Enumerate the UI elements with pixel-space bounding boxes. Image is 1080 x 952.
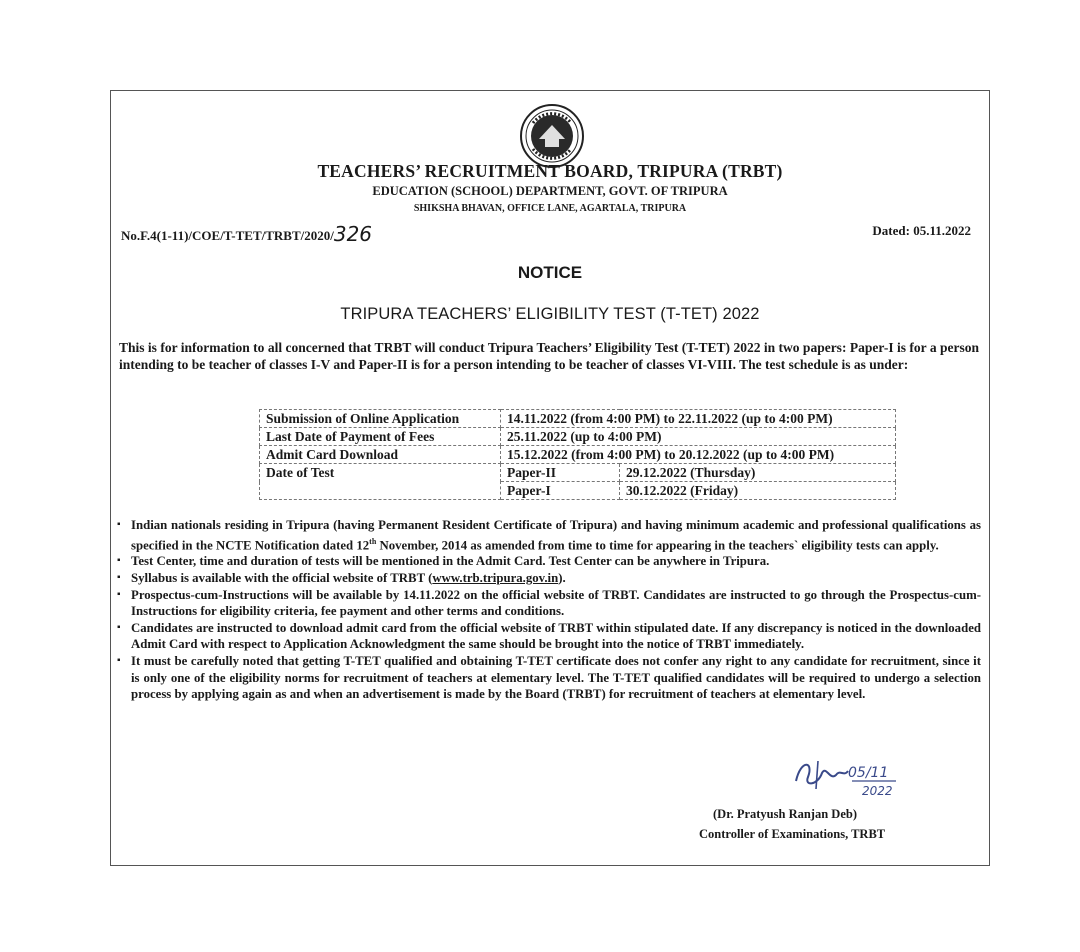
list-item-text: November, 2014 as amended from time to time for appearing in the teachers` eligibility tests can apply. xyxy=(376,537,939,552)
schedule-value: 14.11.2022 (from 4:00 PM) to 22.11.2022 (up to 4:00 PM) xyxy=(501,410,896,428)
department-name: EDUCATION (SCHOOL) DEPARTMENT, GOVT. OF TRIPURA xyxy=(372,184,728,198)
schedule-label: Admit Card Download xyxy=(260,446,501,464)
paper-name: Paper-II xyxy=(501,464,620,482)
list-item-text: Prospectus-cum-Instructions will be available by 14.11.2022 on the official website of TRBT. Candidates are instructed to go through the Prospectus-cum-Instructions for eligibility criteria, fee payment and other terms and conditions. xyxy=(131,587,981,619)
list-item-text: Syllabus is available with the official website of TRBT ( xyxy=(131,571,433,586)
instructions-list xyxy=(117,517,981,703)
table-row xyxy=(260,464,896,482)
schedule-value: 25.11.2022 (up to 4:00 PM) xyxy=(501,428,896,446)
schedule-value: 15.12.2022 (from 4:00 PM) to 20.12.2022 (up to 4:00 PM) xyxy=(501,446,896,464)
list-item xyxy=(117,570,981,587)
superscript: th xyxy=(369,536,377,546)
list-item xyxy=(117,587,981,620)
list-item-text: Test Center, time and duration of tests will be mentioned in the Admit Card. Test Center can be anywhere in Tripura. xyxy=(131,554,770,569)
svg-text:05/11: 05/11 xyxy=(848,765,889,781)
board-name: TEACHERS’ RECRUITMENT BOARD, TRIPURA (TRBT) xyxy=(317,161,783,181)
handwritten-signature xyxy=(756,751,906,811)
list-item-text: ). xyxy=(558,571,566,586)
signatory-designation: Controller of Examinations, TRBT xyxy=(699,827,886,841)
schedule-label: Submission of Online Application xyxy=(260,410,501,428)
office-address: SHIKSHA BHAVAN, OFFICE LANE, AGARTALA, TRIPURA xyxy=(413,203,687,214)
notice-document xyxy=(110,90,990,866)
date-of-test-label: Date of Test xyxy=(260,464,501,500)
table-row xyxy=(260,410,896,428)
svg-text:2022: 2022 xyxy=(862,784,893,798)
signatory-name: (Dr. Pratyush Ranjan Deb) xyxy=(713,807,857,821)
website-link[interactable]: www.trb.tripura.gov.in xyxy=(432,571,559,586)
table-row xyxy=(260,428,896,446)
list-item-text: It must be carefully noted that getting T-TET qualified and obtaining T-TET certificate does not confer any right to any candidate for recruitment, since it is only one of the eligibility norms for recruitment of teachers at elementary level. The T-TET qualified candidates will be required to undergo a selection process by applying again as and when an advertisement is made by the Board (TRBT) for recruitment of teachers at elementary level. xyxy=(131,654,981,702)
list-item-text: Candidates are instructed to download admit card from the official website of TRBT within stipulated date. If any discrepancy is noticed in the downloaded Admit Card with respect to Application Acknowledgment the same should be brought into the notice of TRBT immediately. xyxy=(131,620,981,652)
list-item xyxy=(117,620,981,653)
paper-date: 30.12.2022 (Friday) xyxy=(620,482,896,500)
reference-number xyxy=(121,221,372,245)
list-item xyxy=(117,653,981,703)
list-item xyxy=(117,517,981,553)
schedule-table xyxy=(259,409,896,500)
paper-date: 29.12.2022 (Thursday) xyxy=(620,464,896,482)
intro-paragraph: This is for information to all concerned that TRBT will conduct Tripura Teachers’ Eligibility Test (T-TET) 2022 in two papers: Paper-I is for a person intending to be teacher of classes I-V and Paper-II is for a person intending to be teacher of classes VI-VIII. The test schedule is as under: xyxy=(119,340,979,372)
notice-title: NOTICE xyxy=(517,263,583,282)
paper-name: Paper-I xyxy=(501,482,620,500)
trbt-emblem-icon xyxy=(519,103,585,169)
list-item-text: Indian nationals residing in Tripura (having Permanent Resident Certificate of Tripura) and having minimum academic and professional qualifications as specified in the NCTE Notification dated 12 xyxy=(131,518,981,552)
handwritten-number: 326 xyxy=(333,222,373,246)
test-title: TRIPURA TEACHERS’ ELIGIBILITY TEST (T-TET) 2022 xyxy=(340,305,760,323)
notice-date: Dated: 05.11.2022 xyxy=(872,223,971,238)
table-row xyxy=(260,446,896,464)
schedule-label: Last Date of Payment of Fees xyxy=(260,428,501,446)
reference-number-text: No.F.4(1-11)/COE/T-TET/TRBT/2020/ xyxy=(121,228,334,243)
list-item xyxy=(117,553,981,570)
